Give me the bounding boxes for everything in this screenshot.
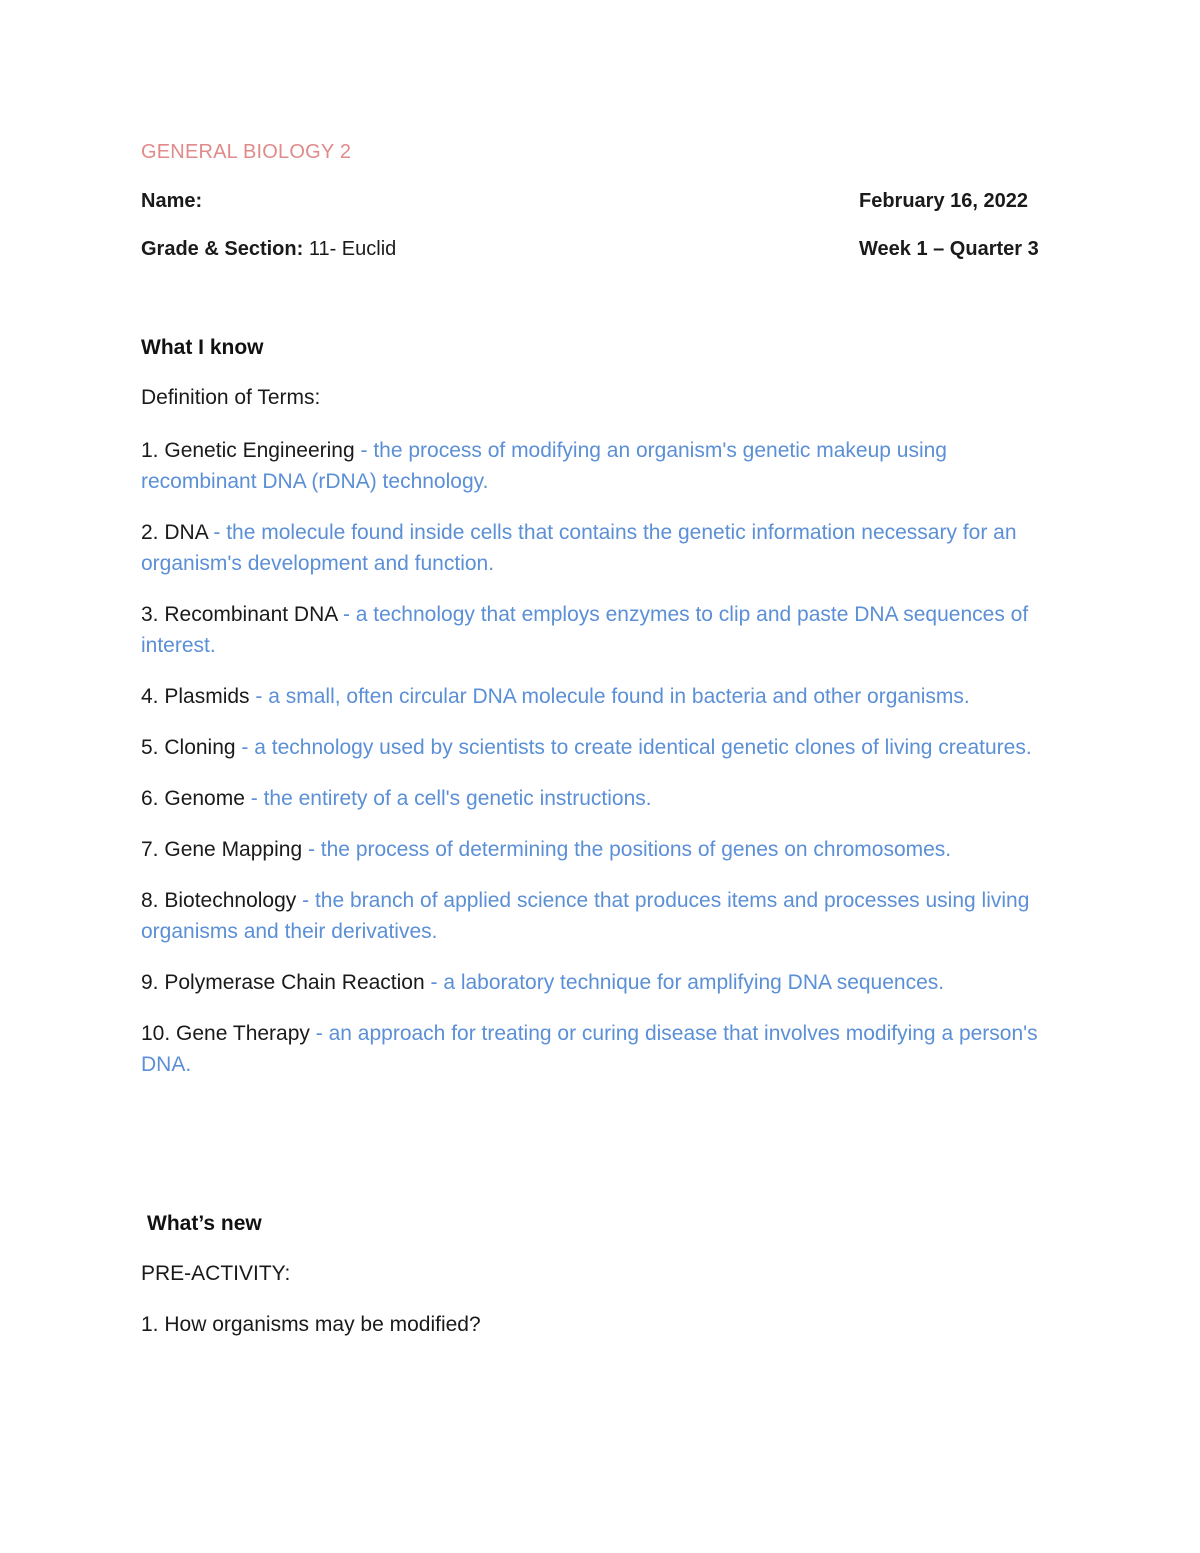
def-term: DNA [164, 521, 208, 544]
def-number: 4. [141, 685, 159, 708]
def-number: 3. [141, 603, 159, 626]
definition-item [141, 967, 1061, 998]
def-term: Biotechnology [164, 889, 297, 912]
def-separator: - [337, 603, 356, 626]
definitions-list [141, 435, 1061, 1100]
definition-item [141, 517, 1061, 579]
def-text: a small, often circular DNA molecule found in bacteria and other organisms. [268, 685, 970, 708]
def-number: 2. [141, 521, 159, 544]
def-number: 8. [141, 889, 159, 912]
definition-item [141, 732, 1061, 763]
def-term: Gene Therapy [176, 1022, 310, 1045]
def-separator: - [309, 1022, 329, 1045]
def-number: 6. [141, 787, 159, 810]
definition-of-terms-label: Definition of Terms: [141, 386, 321, 409]
definition-item [141, 435, 1061, 497]
whats-new-heading: What’s new [147, 1212, 262, 1235]
question-1: 1. How organisms may be modified? [141, 1313, 481, 1336]
name-label: Name: [141, 190, 203, 212]
def-number: 7. [141, 838, 159, 861]
def-separator: - [302, 838, 321, 861]
def-separator: - [235, 736, 255, 759]
def-separator: - [296, 889, 315, 912]
def-text: the branch of applied science that produces items and processes using living organisms and their derivatives. [141, 889, 1030, 943]
pre-activity-label: PRE-ACTIVITY: [141, 1262, 291, 1285]
def-separator: - [244, 787, 264, 810]
def-term: Polymerase Chain Reaction [164, 971, 425, 994]
definition-item [141, 885, 1061, 947]
what-i-know-heading: What I know [141, 336, 264, 359]
date-text: February 16, 2022 [859, 190, 1028, 212]
def-number: 9. [141, 971, 159, 994]
def-text: a technology used by scientists to create identical genetic clones of living creatures. [254, 736, 1032, 759]
def-term: Genetic Engineering [164, 439, 355, 462]
course-title: GENERAL BIOLOGY 2 [141, 141, 352, 163]
def-text: a technology that employs enzymes to clip and paste DNA sequences of interest. [141, 603, 1029, 657]
def-separator: - [354, 439, 374, 462]
def-text: a laboratory technique for amplifying DNA sequences. [443, 971, 945, 994]
def-number: 5. [141, 736, 159, 759]
def-term: Gene Mapping [164, 838, 303, 861]
def-text: the process of modifying an organism's genetic makeup using recombinant DNA (rDNA) technology. [141, 439, 947, 493]
definition-item [141, 681, 1061, 712]
def-number: 10. [141, 1022, 171, 1045]
def-number: 1. [141, 439, 159, 462]
def-term: Recombinant DNA [164, 603, 338, 626]
def-term: Plasmids [164, 685, 250, 708]
def-text: an approach for treating or curing disease that involves modifying a person's DNA. [141, 1022, 1038, 1076]
def-text: the molecule found inside cells that contains the genetic information necessary for an organism's development and function. [141, 521, 1017, 575]
def-separator: - [424, 971, 444, 994]
def-term: Genome [164, 787, 245, 810]
definition-item [141, 599, 1061, 661]
def-separator: - [207, 521, 227, 544]
def-text: the process of determining the positions of genes on chromosomes. [320, 838, 952, 861]
definition-item [141, 1018, 1061, 1080]
grade-label: Grade & Section: [141, 238, 304, 260]
definition-item [141, 834, 1061, 865]
grade-value: 11- Euclid [303, 238, 397, 260]
def-separator: - [249, 685, 269, 708]
week-quarter: Week 1 – Quarter 3 [859, 238, 1039, 260]
grade-section [141, 238, 396, 261]
def-term: Cloning [164, 736, 236, 759]
def-text: the entirety of a cell's genetic instructions. [263, 787, 652, 810]
definition-item [141, 783, 1061, 814]
